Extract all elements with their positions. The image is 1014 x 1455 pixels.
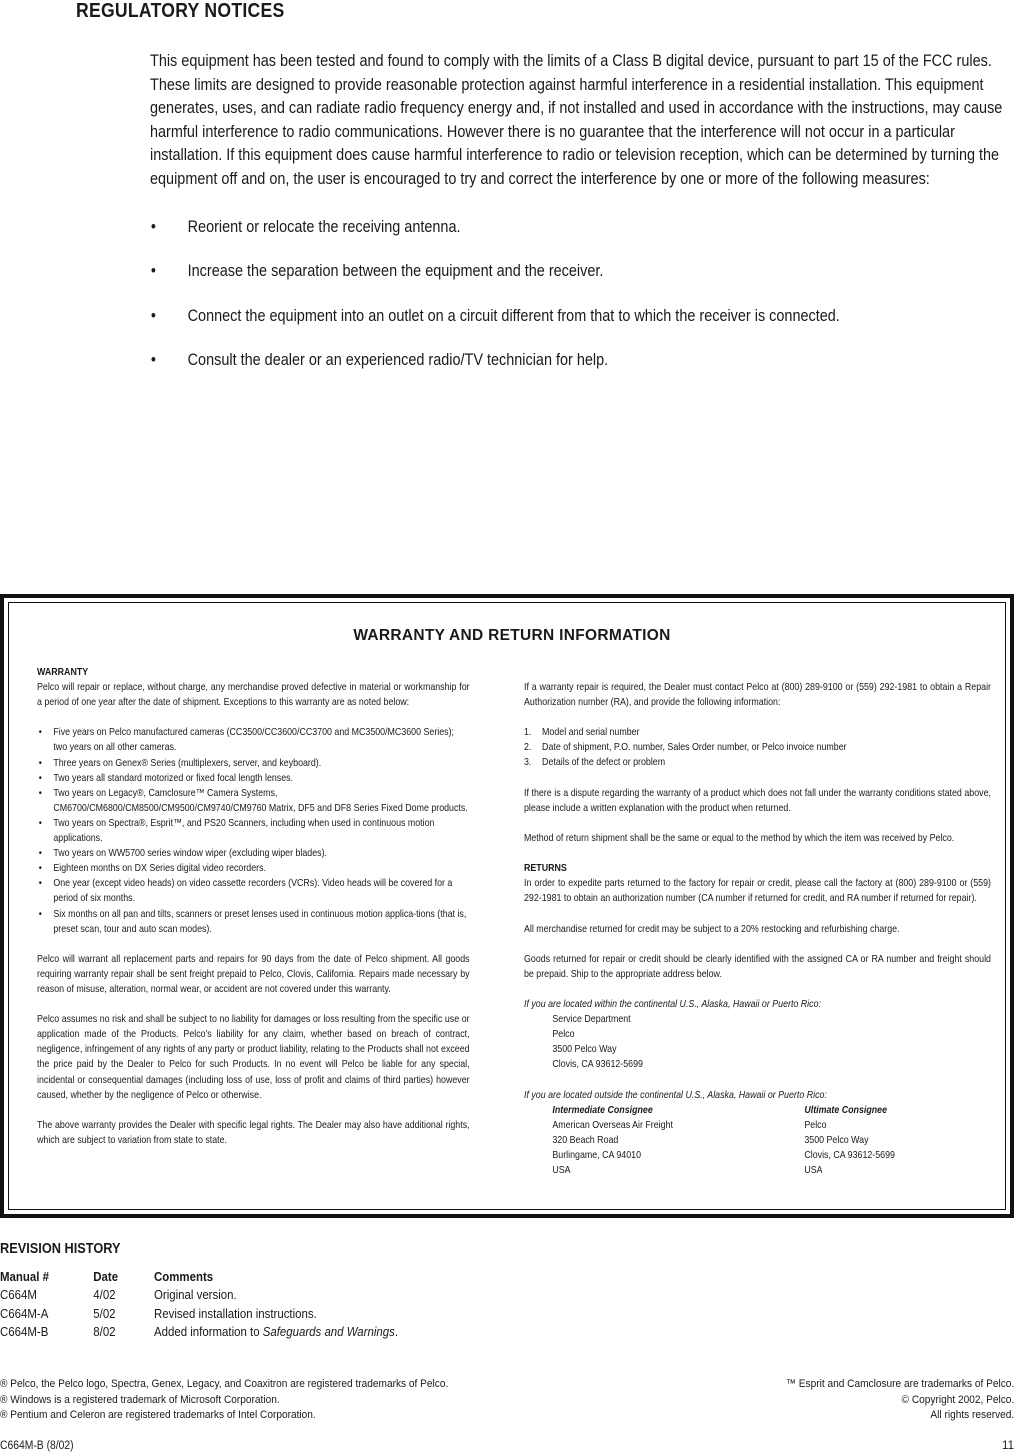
- comments-text: Added information to: [154, 1324, 263, 1340]
- bullet: •: [38, 772, 42, 784]
- measure-item: [150, 349, 1014, 373]
- bullet: •: [38, 757, 42, 769]
- bullet: •: [38, 848, 42, 860]
- measure-item: [150, 260, 1014, 284]
- item-number: 1.: [524, 727, 532, 739]
- exception-item: [37, 771, 470, 786]
- measure-item: [150, 216, 1014, 240]
- parts-paragraph: Pelco will warrant all replacement parts and repairs for 90 days from the date of Pelco shipment. All goods requiring warranty repair shall be sent freight prepaid to Pelco, Clovis, California. Repairs made necessary by reason of misuse, alteration, normal wear, or accident are not covered under this warranty.: [37, 953, 470, 995]
- exception-text: Two years on Spectra®, Esprit™, and PS20 Scanners, including when used in continuous motion applications.: [53, 817, 435, 845]
- trademark-line: ™ Esprit and Camclosure are trademarks of Pelco.: [785, 1378, 1014, 1390]
- table-row: [0, 1323, 398, 1341]
- repair-info-item: [524, 740, 991, 755]
- repair-info-item: [524, 725, 991, 740]
- liability-paragraph: Pelco assumes no risk and shall be subject to no liability for damages or loss resulting from the specific use or application made of the Products. Pelco's liability for any claim, whether based on breach of contract, negligence, infringement of any rights of any party or product liability, relating to the Products shall not exceed the price paid by the Dealer to Pelco for such Products. In no event will Pelco be liable for any special, incidental or consequential damages (including loss of use, loss of profit and claims of third parties) however caused, whether by the negligence of Pelco or otherwise.: [37, 1014, 470, 1101]
- trademark-line: ® Windows is a registered trademark of Microsoft Corporation.: [0, 1393, 280, 1406]
- cell-manual: C664M-A: [0, 1305, 49, 1321]
- exception-text: Five years on Pelco manufactured cameras (CC3500/CC3600/CC3700 and MC3500/MC3600 Series); two years on all other cameras.: [53, 727, 455, 754]
- exception-text: Six months on all pan and tilts, scanners or preset lenses used in continuous motion applica-tions (that is, preset scan, tour and auto scan modes).: [53, 908, 467, 935]
- address-line: 320 Beach Road: [552, 1134, 619, 1146]
- table-header-row: [0, 1268, 398, 1286]
- exception-item: [37, 725, 470, 755]
- returns-paragraph: In order to expedite parts returned to the factory for repair or credit, please call the factory at (800) 289-9100 or (559) 292-1981 to obtain an authorization number (CA number if returned for credit, and RA number if returned for repair).: [524, 878, 991, 905]
- copyright-line: © Copyright 2002, Pelco.: [901, 1393, 1014, 1406]
- repair-info-list: [524, 725, 991, 770]
- bullet: •: [38, 908, 42, 920]
- rights-line: All rights reserved.: [930, 1409, 1014, 1421]
- comments-italic: Safeguards and Warnings: [262, 1324, 395, 1340]
- exception-item: [37, 876, 470, 906]
- table-row: [0, 1286, 398, 1304]
- measures-list: [150, 216, 1014, 373]
- warranty-title: WARRANTY AND RETURN INFORMATION: [353, 627, 671, 644]
- cell-manual: C664M-B: [0, 1324, 49, 1340]
- trademarks-left: [0, 1377, 448, 1424]
- address-line: Pelco: [804, 1119, 827, 1131]
- rights-paragraph: The above warranty provides the Dealer with specific legal rights. The Dealer may also have additional rights, which are subject to variation from state to state.: [37, 1119, 470, 1146]
- dispute-paragraph: If there is a dispute regarding the warranty of a product which does not fall under the warranty conditions stated above, please include a written explanation with the product when returned.: [524, 787, 991, 814]
- restocking-paragraph: All merchandise returned for credit may be subject to a 20% restocking and refurbishing charge.: [524, 923, 900, 935]
- header-date: Date: [93, 1269, 119, 1284]
- warranty-box: [0, 594, 1014, 1218]
- page-number: 11: [1002, 1440, 1014, 1452]
- measure-text: Increase the separation between the equipment and the receiver.: [187, 262, 604, 281]
- regulatory-title: REGULATORY NOTICES: [76, 0, 285, 22]
- repair-paragraph: If a warranty repair is required, the Dealer must contact Pelco at (800) 289-9100 or (559) 292-1981 to obtain a Repair Authorization number (RA), and provide the following information:: [524, 682, 991, 709]
- inside-us-address: [524, 1012, 991, 1072]
- cell-date: 5/02: [93, 1305, 116, 1321]
- warranty-heading: WARRANTY: [37, 667, 89, 678]
- exception-text: Two years on WW5700 series window wiper (excluding wiper blades).: [53, 848, 327, 860]
- revision-history-table: [0, 1268, 398, 1342]
- exception-item: [37, 786, 470, 816]
- exception-item: [37, 907, 470, 937]
- warranty-inner-frame: [8, 602, 1006, 1210]
- goods-paragraph: Goods returned for repair or credit should be clearly identified with the assigned CA or RA number and freight should be prepaid. Ship to the appropriate address below.: [524, 953, 991, 980]
- cell-comments: Revised installation instructions.: [154, 1305, 317, 1321]
- address-line: Burlingame, CA 94010: [552, 1149, 642, 1161]
- trademark-line: ® Pentium and Celeron are registered trademarks of Intel Corporation.: [0, 1409, 316, 1421]
- bullet: •: [150, 306, 156, 325]
- trademark-line: ® Pelco, the Pelco logo, Spectra, Genex, Legacy, and Coaxitron are registered trademarks of Pelco.: [0, 1378, 449, 1390]
- item-number: 3.: [524, 757, 532, 769]
- bullet: •: [38, 863, 42, 875]
- address-line: American Overseas Air Freight: [552, 1119, 673, 1131]
- consignee-heading: Ultimate Consignee: [804, 1104, 888, 1116]
- warranty-exceptions-list: [37, 725, 470, 936]
- repair-info-item: [524, 755, 991, 770]
- exception-text: Three years on Genex® Series (multiplexers, server, and keyboard).: [53, 757, 322, 769]
- cell-date: 8/02: [93, 1324, 116, 1340]
- address-line: USA: [804, 1165, 823, 1176]
- exception-text: Eighteen months on DX Series digital video recorders.: [53, 863, 266, 875]
- revision-history-title: REVISION HISTORY: [0, 1241, 121, 1257]
- regulatory-intro: This equipment has been tested and found to comply with the limits of a Class B digital device, pursuant to part 15 of the FCC rules. These limits are designed to provide reasonable protection against harmful interference in a residential installation. This equipment generates, uses, and can radiate radio frequency energy and, if not installed and used in accordance with the instructions, may cause harmful interference to radio communications. However there is no guarantee that the interference will not occur in a particular installation. If this equipment does cause harmful interference to radio or television reception, which can be determined by turning the equipment off and on, the user is encouraged to try and correct the interference by one or more of the following measures:: [150, 52, 1003, 188]
- exception-text: Two years all standard motorized or fixed focal length lenses.: [53, 772, 294, 784]
- cell-comments: Original version.: [154, 1287, 237, 1303]
- bullet: •: [38, 878, 42, 890]
- comments-end: .: [394, 1324, 399, 1340]
- measure-text: Connect the equipment into an outlet on a circuit different from that to which the receiver is connected.: [187, 306, 840, 325]
- item-text: Model and serial number: [542, 727, 640, 739]
- cell-comments: [154, 1323, 398, 1341]
- exception-text: One year (except video heads) on video cassette recorders (VCRs). Video heads will be covered for a period of six months.: [53, 878, 453, 905]
- item-number: 2.: [524, 742, 532, 754]
- bullet: •: [150, 217, 156, 236]
- item-text: Date of shipment, P.O. number, Sales Order number, or Pelco invoice number: [542, 742, 847, 754]
- bullet: •: [150, 262, 156, 281]
- exception-item: [37, 756, 470, 771]
- warranty-intro: Pelco will repair or replace, without charge, any merchandise proved defective in material or workmanship for a period of one year after the date of shipment. Exceptions to this warranty are as noted below:: [37, 682, 470, 709]
- address-line: 3500 Pelco Way: [804, 1134, 869, 1146]
- measure-text: Consult the dealer or an experienced radio/TV technician for help.: [187, 351, 609, 370]
- measure-item: [150, 305, 1014, 329]
- address-line: USA: [552, 1165, 571, 1176]
- measure-text: Reorient or relocate the receiving antenna.: [187, 217, 461, 236]
- cell-date: 4/02: [93, 1287, 116, 1303]
- address-line: Service Department: [552, 1014, 631, 1026]
- bullet: •: [38, 787, 42, 799]
- address-line: Clovis, CA 93612-5699: [804, 1149, 895, 1161]
- returns-heading: RETURNS: [524, 863, 567, 875]
- consignee-heading: Intermediate Consignee: [552, 1104, 653, 1116]
- address-line: Clovis, CA 93612-5699: [552, 1059, 643, 1071]
- exception-item: [37, 816, 470, 846]
- intermediate-consignee: [552, 1103, 804, 1178]
- bullet: •: [150, 351, 156, 370]
- header-manual: Manual #: [0, 1269, 49, 1284]
- regulatory-body: [150, 50, 1014, 394]
- address-line: 3500 Pelco Way: [552, 1044, 617, 1056]
- trademarks-right: [786, 1377, 1014, 1424]
- warranty-left-column: [37, 665, 470, 1163]
- bullet: •: [38, 727, 42, 739]
- bullet: •: [38, 817, 42, 829]
- address-line: Pelco: [552, 1029, 575, 1041]
- header-comments: Comments: [154, 1269, 214, 1284]
- method-paragraph: Method of return shipment shall be the same or equal to the method by which the item was received by Pelco.: [524, 832, 955, 844]
- outside-us-label: If you are located outside the continental U.S., Alaska, Hawaii or Puerto Rico:: [524, 1089, 827, 1101]
- cell-manual: C664M: [0, 1287, 37, 1303]
- table-row: [0, 1305, 398, 1323]
- ultimate-consignee: [804, 1103, 895, 1178]
- warranty-right-column: [524, 680, 991, 1178]
- exception-item: [37, 861, 470, 876]
- exception-item: [37, 846, 470, 861]
- inside-us-label: If you are located within the continental U.S., Alaska, Hawaii or Puerto Rico:: [524, 998, 821, 1010]
- consignee-block: [524, 1103, 991, 1178]
- document-id: C664M-B (8/02): [0, 1440, 74, 1452]
- item-text: Details of the defect or problem: [542, 757, 666, 769]
- exception-text: Two years on Legacy®, Camclosure™ Camera Systems, CM6700/CM6800/CM8500/CM9500/CM9740/CM9760 Matrix, DF5 and DF8 Series Fixed Dome products.: [53, 787, 468, 814]
